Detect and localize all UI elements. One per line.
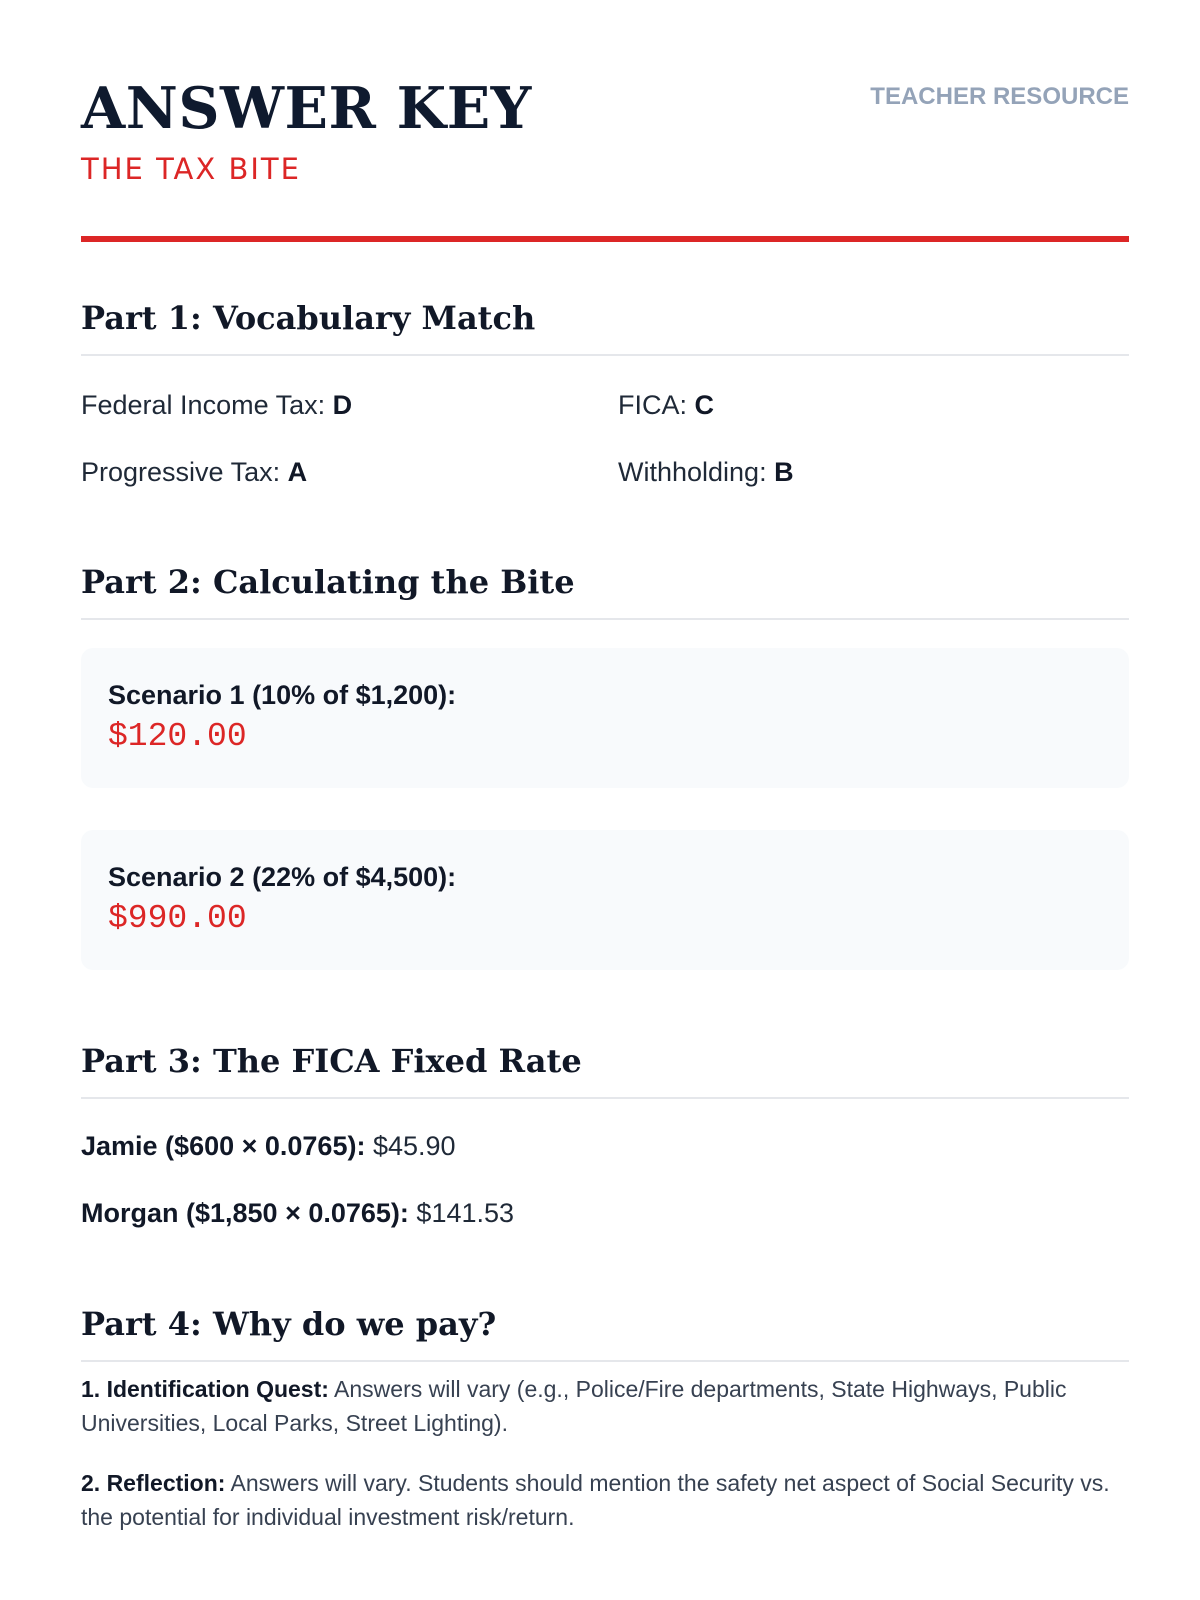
part4-heading: Part 4: Why do we pay? [81,1308,1129,1362]
vocab-item-fica [618,392,714,419]
page-header [81,0,1129,243]
vocab-answer: D [332,390,353,420]
fica-value: $141.53 [416,1198,515,1228]
answer-key-page [81,0,1129,1530]
vocab-term: Progressive Tax: [81,457,281,487]
vocab-term: Federal Income Tax: [81,390,326,420]
part3-heading: Part 3: The FICA Fixed Rate [81,1045,1129,1099]
vocab-term: FICA: [618,390,688,420]
vocab-item-withholding [618,459,794,486]
header-divider [81,236,1129,242]
reflection-answer [81,1466,1129,1534]
identification-quest-answer [81,1372,1129,1440]
fica-line-jamie [81,1133,456,1160]
teacher-resource-label: TEACHER RESOURCE [870,83,1129,110]
answer-label: 1. Identification Quest: [81,1376,329,1402]
page-title: ANSWER KEY [81,75,532,142]
fica-value: $45.90 [372,1131,456,1161]
scenario-2-card [81,830,1129,970]
page-subtitle: THE TAX BITE [81,152,301,186]
answer-text: Answers will vary (e.g., Police/Fire departments, State Highways, Public Universities, Local Parks, Street Lighting). [81,1376,1067,1436]
vocab-answer: B [774,457,794,487]
fica-line-morgan [81,1200,514,1227]
scenario-1-answer: $120.00 [108,718,247,755]
answer-label: 2. Reflection: [81,1470,226,1496]
scenario-1-card [81,648,1129,788]
fica-label: Morgan ($1,850 × 0.0765): [81,1198,409,1228]
vocab-answer: C [694,390,715,420]
part1-heading: Part 1: Vocabulary Match [81,302,1129,356]
answer-text: Answers will vary. Students should mention the safety net aspect of Social Security vs. the potential for individual investment risk/return. [81,1470,1110,1530]
vocab-item-progressive-tax [81,459,307,486]
part2-heading: Part 2: Calculating the Bite [81,566,1129,620]
vocab-item-federal-income-tax [81,392,352,419]
scenario-1-label: Scenario 1 (10% of $1,200): [108,680,457,710]
scenario-2-label: Scenario 2 (22% of $4,500): [108,862,457,892]
part3-fica-section [81,1042,1129,1228]
part4-why-pay-section [81,1305,1129,1530]
vocabulary-grid [81,356,1129,496]
vocab-answer: A [287,457,308,487]
part2-calculation-section [81,563,1129,937]
part1-vocabulary-section [81,299,1129,496]
scenario-2-answer: $990.00 [108,900,247,937]
vocab-term: Withholding: [618,457,767,487]
fica-label: Jamie ($600 × 0.0765): [81,1131,366,1161]
